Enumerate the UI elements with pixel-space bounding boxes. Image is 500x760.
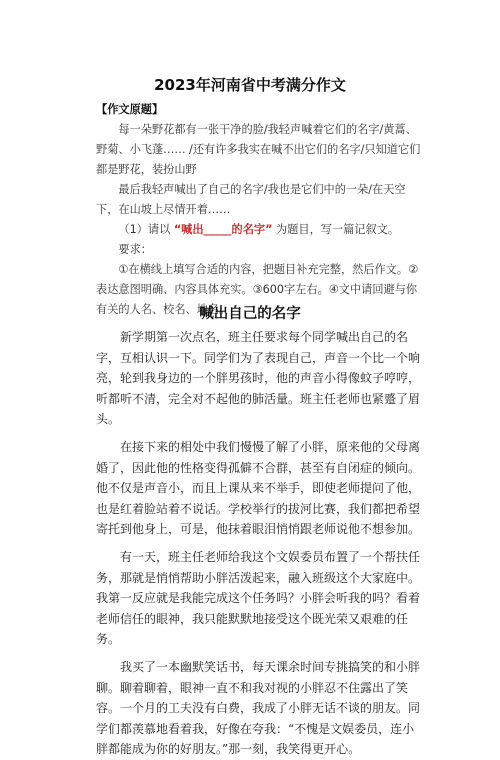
task-prefix: （1）请以	[118, 223, 171, 236]
requirements-text: ①在横线上填写合适的内容，把题目补充完整，然后作文。②表达意图明确、内容具体充实。③600字左右。④文中请回避与你有关的人名、校名、地名。	[96, 263, 419, 316]
document-title: 2023年河南省中考满分作文	[154, 76, 346, 94]
prompt-header: 【作文原题】	[96, 103, 164, 116]
requirements-label: 要求：	[118, 243, 152, 256]
prompt-task	[96, 220, 422, 240]
prompt-poem-line-2: 最后我轻声喊出了自己的名字/我也是它们中的一朵/在天空下，在山坡上尽情开着……	[96, 183, 406, 216]
essay-title: 喊出自己的名字	[199, 306, 301, 322]
prompt-poem-line-1: 每一朵野花都有一张干净的脸/我轻声喊着它们的名字/黄蒿、野菊、小飞蓬…… /还有许多我实在喊不出它们的名字/只知道它们都是野花，装扮山野	[96, 123, 421, 176]
essay-paragraph: 我买了一本幽默笑话书，每天课余时间专挑搞笑的和小胖聊。聊着聊着，眼神一直不和我对视的小胖忍不住露出了笑容。一个月的工夫没有白费，我成了小胖无话不谈的朋友。同学们都羡慕地看着我，好像在夸我：“不愧是文娱委员，连小胖都能成为你的好朋友。”那一刻，我笑得更开心。	[96, 659, 421, 757]
essay-paragraph: 在接下来的相处中我们慢慢了解了小胖，原来他的父母离婚了，因此他的性格变得孤僻不合群，甚至有自闭症的倾向。他不仅是声音小，而且上课从来不举手，即使老师提问了他，也是红着脸站着不说话。学校举行的拔河比赛，我们都把希望寄托到他身上，可是，他抹着眼泪悄悄跟老师说他不想参加。	[96, 439, 421, 537]
prompt-section	[96, 100, 422, 320]
task-highlight: “喊出_____的名字”	[173, 223, 273, 236]
essay-paragraph: 新学期第一次点名，班主任要求每个同学喊出自己的名字，互相认识一下。同学们为了表现自己，声音一个比一个响亮，轮到我身边的一个胖男孩时，他的声音小得像蚊子哼哼，听都听不清，完全对不起他的肺活量。班主任老师也紧蹙了眉头。	[96, 330, 421, 427]
essay-paragraph: 有一天，班主任老师给我这个文娱委员布置了一个帮扶任务，那就是悄悄帮助小胖活泼起来，融入班级这个大家庭中。我第一反应就是我能完成这个任务吗？小胖会听我的吗？看着老师信任的眼神，我只能默默地接受这个既光荣又艰难的任务。	[96, 549, 421, 647]
essay-body	[96, 327, 426, 760]
task-suffix: 为题目，写一篇记叙文。	[276, 223, 400, 236]
